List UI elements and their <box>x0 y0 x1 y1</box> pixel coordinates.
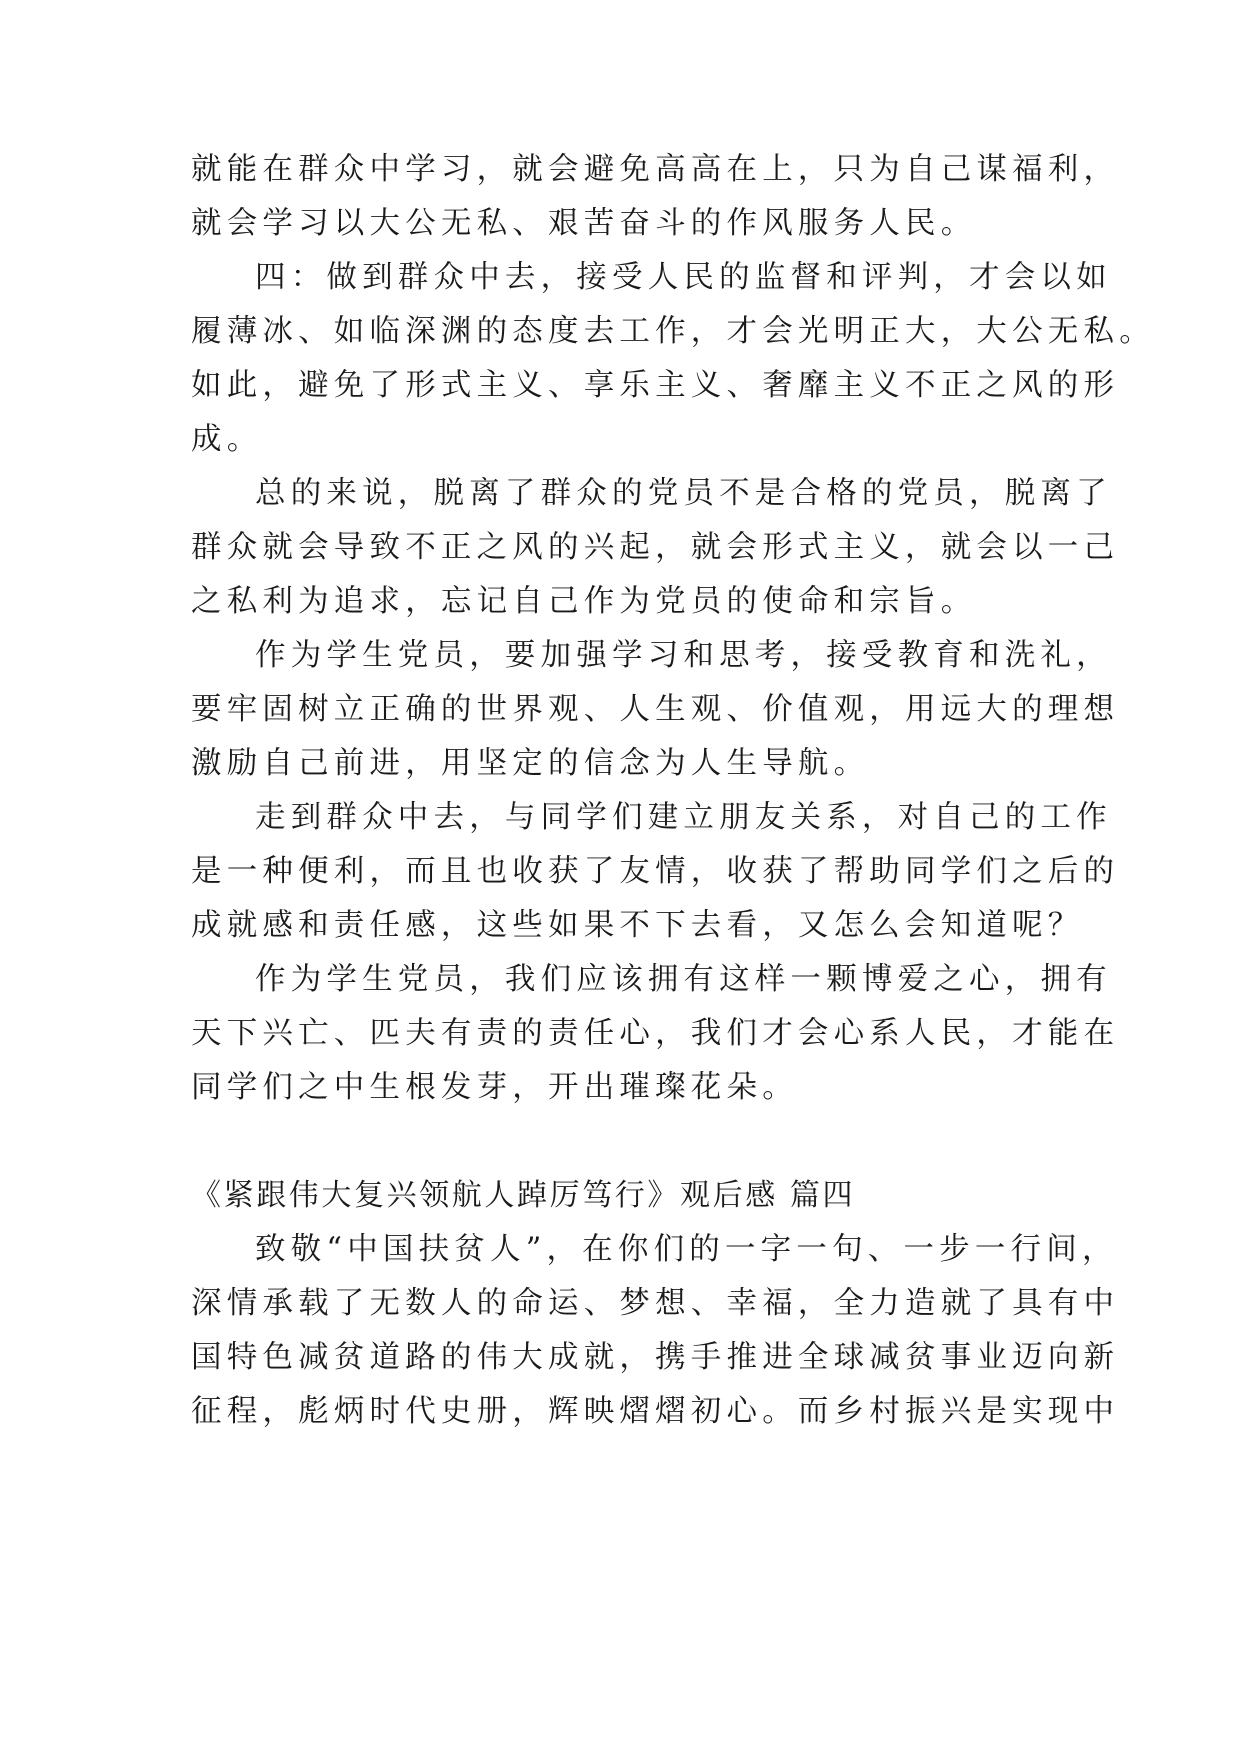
text-line: 深情承载了无数人的命运、梦想、幸福，全力造就了具有中 <box>191 1286 1120 1321</box>
text-line: 就能在群众中学习，就会避免高高在上，只为自己谋福利， <box>191 152 1120 187</box>
paragraph-first-line: 作为学生党员，我们应该拥有这样一颗博爱之心，拥有 <box>255 962 1112 997</box>
text-line: 群众就会导致不正之风的兴起，就会形式主义，就会以一己 <box>191 530 1120 565</box>
text-line: 是一种便利，而且也收获了友情，收获了帮助同学们之后的 <box>191 854 1120 889</box>
text-line: 天下兴亡、匹夫有责的责任心，我们才会心系人民，才能在 <box>191 1016 1120 1051</box>
paragraph-first-line: 四：做到群众中去，接受人民的监督和评判，才会以如 <box>255 260 1112 295</box>
text-line: 激励自己前进，用坚定的信念为人生导航。 <box>191 746 870 781</box>
text-line: 要牢固树立正确的世界观、人生观、价值观，用远大的理想 <box>191 692 1120 727</box>
text-line: 成就感和责任感，这些如果不下去看，又怎么会知道呢？ <box>191 908 1084 943</box>
paragraph-first-line: 作为学生党员，要加强学习和思考，接受教育和洗礼， <box>255 638 1112 673</box>
paragraph-first-line: 致敬“中国扶贫人”，在你们的一字一句、一步一行间， <box>255 1232 1118 1267</box>
paragraph-first-line: 总的来说，脱离了群众的党员不是合格的党员，脱离了 <box>255 476 1112 511</box>
text-line: 之私利为追求，忘记自己作为党员的使命和宗旨。 <box>191 584 977 619</box>
text-line: 国特色减贫道路的伟大成就，携手推进全球减贫事业迈向新 <box>191 1340 1120 1375</box>
section-heading: 《紧跟伟大复兴领航人踔厉笃行》观后感 篇四 <box>191 1178 856 1213</box>
text-line: 成。 <box>191 422 263 457</box>
text-line: 如此，避免了形式主义、享乐主义、奢靡主义不正之风的形 <box>191 368 1120 403</box>
text-line: 同学们之中生根发芽，开出璀璨花朵。 <box>191 1070 798 1105</box>
paragraph-first-line: 走到群众中去，与同学们建立朋友关系，对自己的工作 <box>255 800 1112 835</box>
text-line: 就会学习以大公无私、艰苦奋斗的作风服务人民。 <box>191 206 977 241</box>
text-line: 征程，彪炳时代史册，辉映熠熠初心。而乡村振兴是实现中 <box>191 1394 1120 1429</box>
text-line: 履薄冰、如临深渊的态度去工作，才会光明正大，大公无私。 <box>191 314 1155 349</box>
